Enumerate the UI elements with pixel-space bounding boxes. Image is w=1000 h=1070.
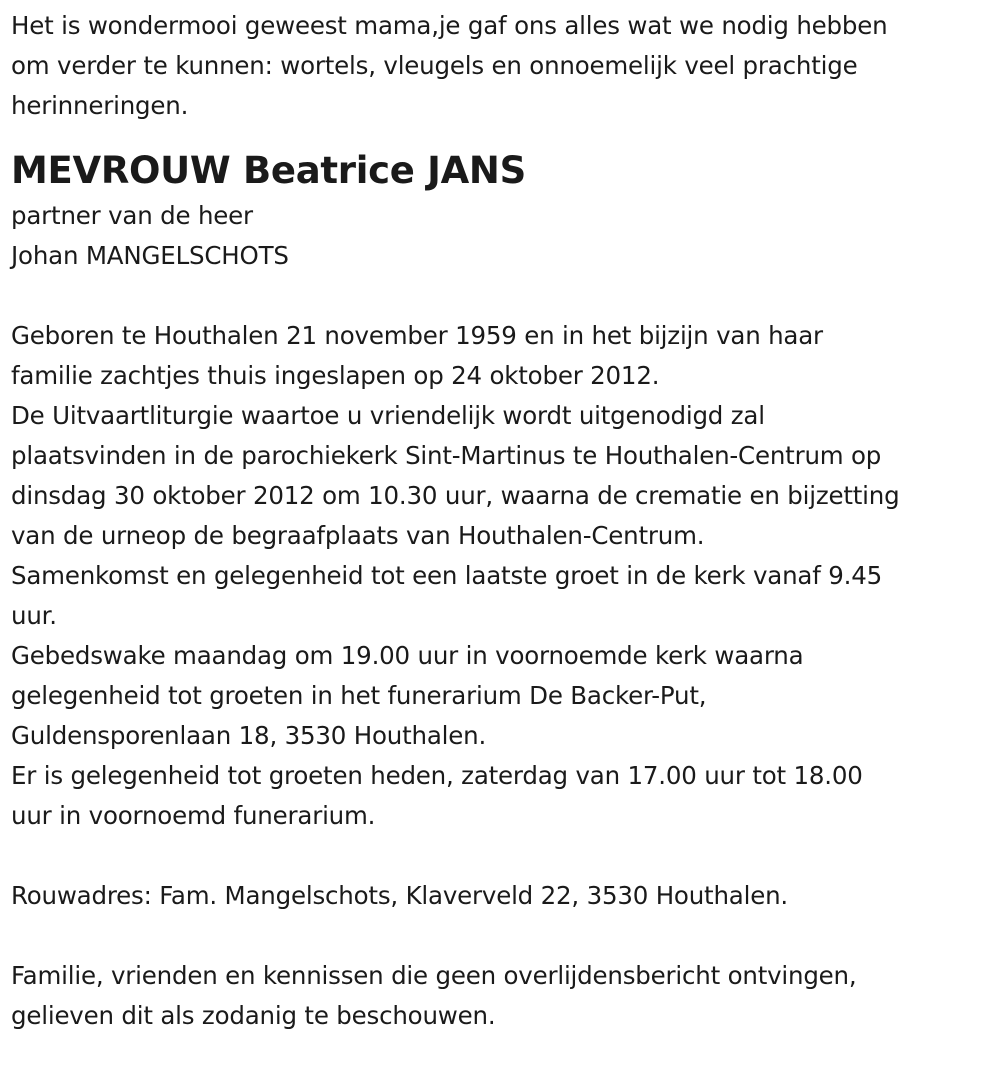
relation-line: partner van de heer <box>11 201 253 230</box>
intro-line: om verder te kunnen: wortels, vleugels en onnoemelijk veel prachtige <box>11 51 858 80</box>
closing-note <box>11 956 991 1036</box>
details-line: van de urneop de begraafplaats van Houthalen-Centrum. <box>11 521 705 550</box>
closing-line: Familie, vrienden en kennissen die geen overlijdensbericht ontvingen, <box>11 961 857 990</box>
details-line: uur in voornoemd funerarium. <box>11 801 376 830</box>
mourning-address <box>11 876 991 916</box>
partner-name: Johan MANGELSCHOTS <box>11 241 289 270</box>
spacer <box>11 916 991 956</box>
details-line: Geboren te Houthalen 21 november 1959 en in het bijzijn van haar <box>11 321 823 350</box>
obituary-notice <box>11 6 991 1036</box>
spacer <box>11 126 991 146</box>
address-line: Rouwadres: Fam. Mangelschots, Klaverveld 22, 3530 Houthalen. <box>11 881 788 910</box>
details-line: Gebedswake maandag om 19.00 uur in voornoemde kerk waarna <box>11 641 804 670</box>
funeral-details <box>11 316 991 836</box>
details-line: familie zachtjes thuis ingeslapen op 24 oktober 2012. <box>11 361 660 390</box>
intro-paragraph <box>11 6 991 126</box>
closing-line: gelieven dit als zodanig te beschouwen. <box>11 1001 496 1030</box>
details-line: gelegenheid tot groeten in het funerarium De Backer-Put, <box>11 681 707 710</box>
details-line: Samenkomst en gelegenheid tot een laatste groet in de kerk vanaf 9.45 <box>11 561 883 590</box>
details-line: Guldensporenlaan 18, 3530 Houthalen. <box>11 721 487 750</box>
deceased-name: MEVROUW Beatrice JANS <box>11 149 526 192</box>
spacer <box>11 836 991 876</box>
spacer <box>11 276 991 316</box>
intro-line: herinneringen. <box>11 91 189 120</box>
deceased-block <box>11 146 991 276</box>
details-line: dinsdag 30 oktober 2012 om 10.30 uur, waarna de crematie en bijzetting <box>11 481 900 510</box>
details-line: plaatsvinden in de parochiekerk Sint-Martinus te Houthalen-Centrum op <box>11 441 882 470</box>
details-line: uur. <box>11 601 57 630</box>
details-line: De Uitvaartliturgie waartoe u vriendelijk wordt uitgenodigd zal <box>11 401 765 430</box>
intro-line: Het is wondermooi geweest mama,je gaf ons alles wat we nodig hebben <box>11 11 888 40</box>
details-line: Er is gelegenheid tot groeten heden, zaterdag van 17.00 uur tot 18.00 <box>11 761 863 790</box>
